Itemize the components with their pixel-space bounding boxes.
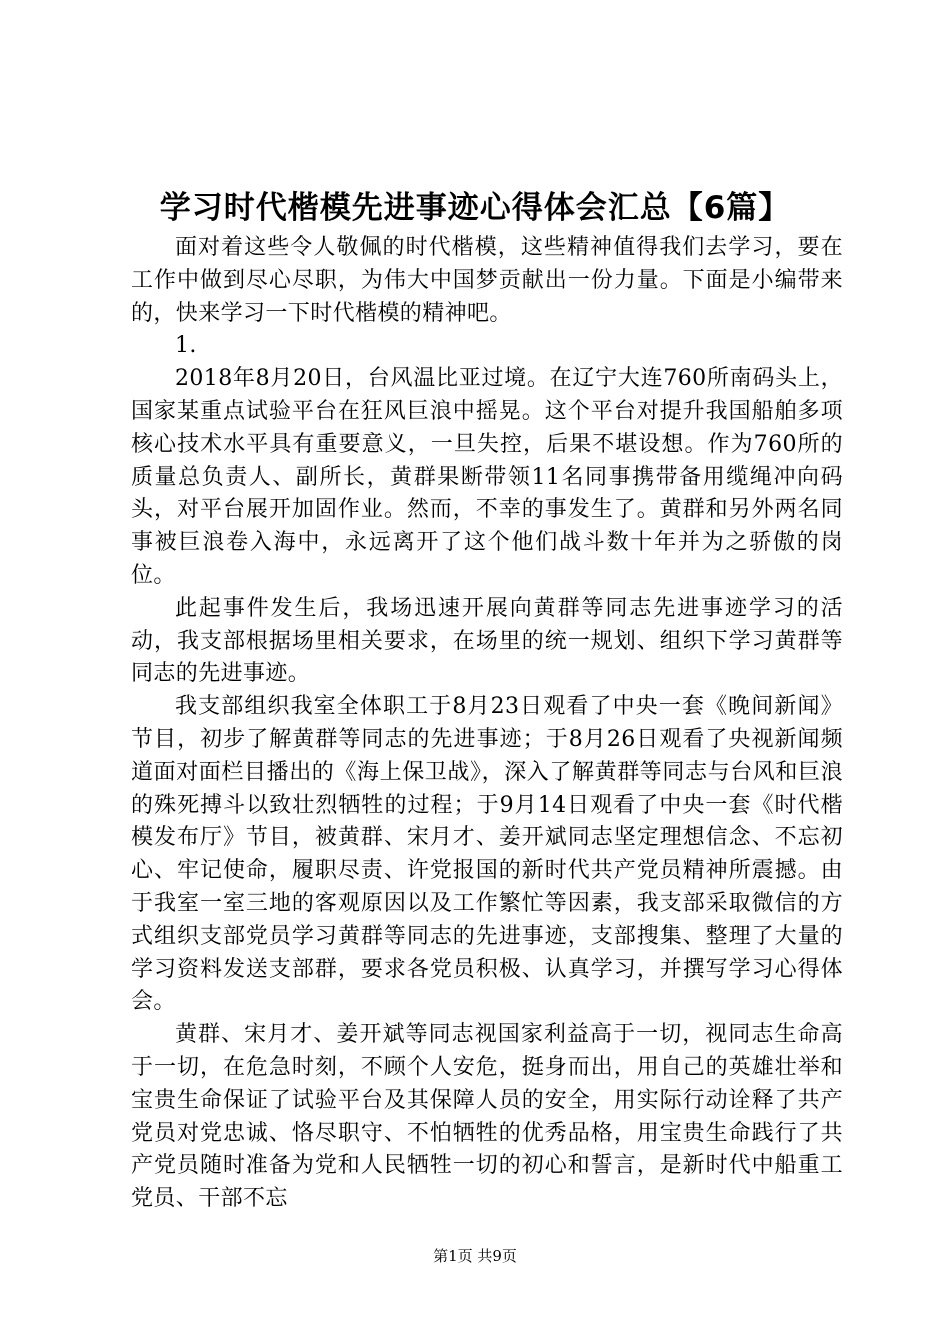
paragraph-event: 2018年8月20日，台风温比亚过境。在辽宁大连760所南码头上，国家某重点试验平台在狂风巨浪中摇晃。这个平台对提升我国船舶多项核心技术水平具有重要意义，一旦失控，后果不堪设想。作为760所的质量总负责人、副所长，黄群果断带领11名同事携带备用缆绳冲向码头，对平台展开加固作业。然而，不幸的事发生了。黄群和另外两名同事被巨浪卷入海中，永远离开了这个他们战斗数十年并为之骄傲的岗位。 (131, 366, 843, 588)
paragraph-study-activities: 我支部组织我室全体职工于8月23日观看了中央一套《晚间新闻》节目，初步了解黄群等同志的先进事迹；于8月26日观看了央视新闻频道面对面栏目播出的《海上保卫战》，深入了解黄群等同志与台风和巨浪的殊死搏斗以致壮烈牺牲的过程；于9月14日观看了中央一套《时代楷模发布厅》节目，被黄群、宋月才、姜开斌同志坚定理想信念、不忘初心、牢记使命，履职尽责、许党报国的新时代共产党员精神所震撼。由于我室一室三地的客观原因以及工作繁忙等因素，我支部采取微信的方式组织支部党员学习黄群等同志的先进事迹，支部搜集、整理了大量的学习资料发送支部群，要求各党员积极、认真学习，并撰写学习心得体会。 (131, 694, 843, 1015)
document-title: 学习时代楷模先进事迹心得体会汇总【6篇】 (159, 190, 791, 226)
page-footer: 第1页 共9页 (433, 1247, 517, 1265)
paragraph-reflection: 黄群、宋月才、姜开斌等同志视国家利益高于一切，视同志生命高于一切，在危急时刻，不顾个人安危，挺身而出，用自己的英雄壮举和宝贵生命保证了试验平台及其保障人员的安全，用实际行动诠释了共产党员对党忠诚、恪尽职守、不怕牺牲的优秀品格，用宝贵生命践行了共产党员随时准备为党和人民牺牲一切的初心和誓言，是新时代中船重工党员、干部不忘 (131, 1022, 843, 1212)
paragraph-intro: 面对着这些令人敬佩的时代楷模，这些精神值得我们去学习，要在工作中做到尽心尽职，为伟大中国梦贡献出一份力量。下面是小编带来的，快来学习一下时代楷模的精神吧。 (131, 235, 843, 326)
section-number: 1. (175, 333, 197, 359)
paragraph-response: 此起事件发生后，我场迅速开展向黄群等同志先进事迹学习的活动，我支部根据场里相关要求，在场里的统一规划、组织下学习黄群等同志的先进事迹。 (131, 595, 843, 687)
document-body (131, 232, 843, 1216)
